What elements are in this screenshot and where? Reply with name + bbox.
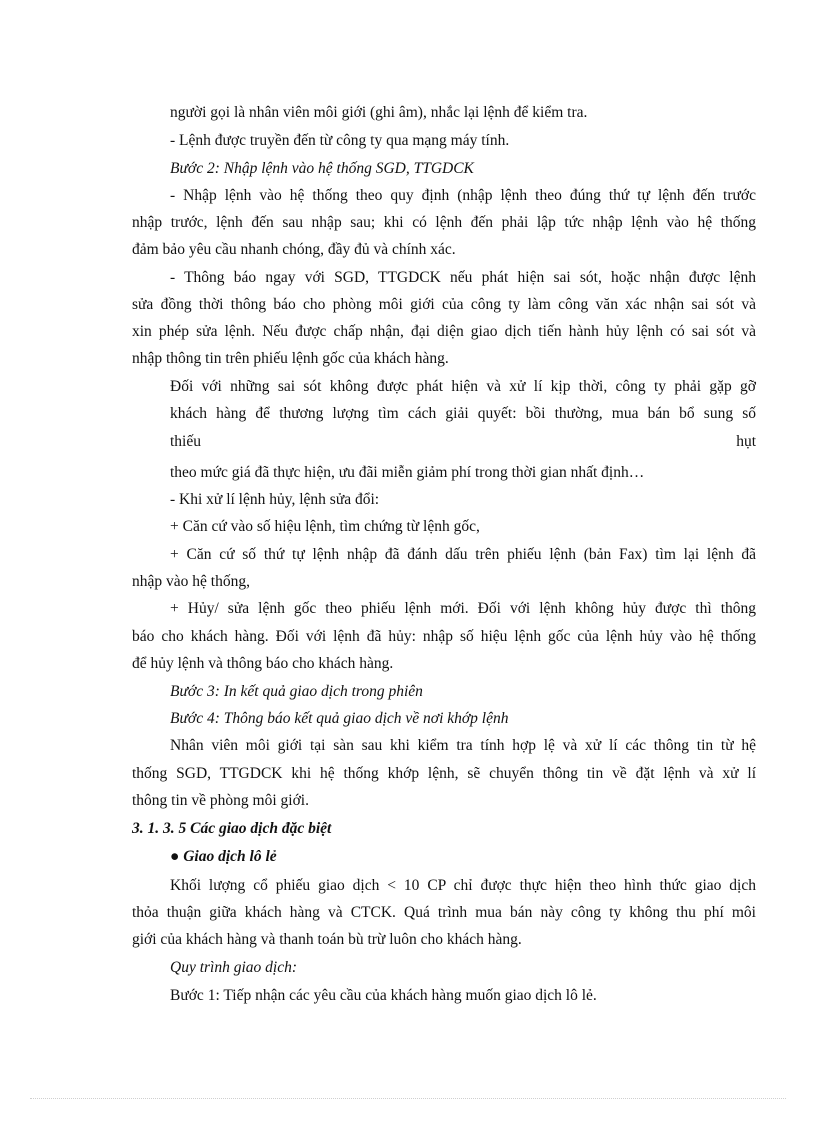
text-line: Bước 1: Tiếp nhận các yêu cầu của khách hàng muốn giao dịch lô lẻ. — [170, 987, 597, 1004]
text-line: báo cho khách hàng. Đối với lệnh đã hủy: nhập số hiệu lệnh gốc của lệnh hủy vào hệ thống — [132, 628, 756, 645]
step-heading: Bước 2: Nhập lệnh vào hệ thống SGD, TTGDCK — [170, 160, 474, 177]
text-line: + Căn cứ vào số hiệu lệnh, tìm chứng từ lệnh gốc, — [170, 518, 480, 535]
text-word: hụt — [736, 433, 756, 450]
text-line: Khối lượng cổ phiếu giao dịch < 10 CP chỉ được thực hiện theo hình thức giao dịch — [170, 877, 756, 894]
text-word: thiếu — [170, 433, 201, 450]
split-line — [170, 432, 756, 452]
text-line: nhập trước, lệnh đến sau nhập sau; khi có lệnh đến phải lập tức nhập lệnh vào hệ thống — [132, 214, 756, 231]
text-line: + Căn cứ số thứ tự lệnh nhập đã đánh dấu trên phiếu lệnh (bản Fax) tìm lại lệnh đã — [170, 546, 756, 563]
text-line: theo mức giá đã thực hiện, ưu đãi miễn giảm phí trong thời gian nhất định… — [170, 464, 645, 481]
step-heading: Bước 3: In kết quả giao dịch trong phiên — [170, 683, 423, 700]
text-line: Nhân viên môi giới tại sàn sau khi kiểm tra tính hợp lệ và xử lí các thông tin từ hệ — [170, 737, 756, 754]
text-line: - Nhập lệnh vào hệ thống theo quy định (nhập lệnh theo đúng thứ tự lệnh đến trước — [170, 187, 756, 204]
section-heading: 3. 1. 3. 5 Các giao dịch đặc biệt — [132, 820, 332, 837]
text-line: - Khi xử lí lệnh hủy, lệnh sửa đổi: — [170, 491, 380, 508]
text-line: thỏa thuận giữa khách hàng và CTCK. Quá trình mua bán này công ty không thu phí môi — [132, 904, 756, 921]
text-line: thông tin về phòng môi giới. — [132, 792, 309, 809]
text-line: đảm bảo yêu cầu nhanh chóng, đầy đủ và chính xác. — [132, 241, 456, 258]
text-line: Đối với những sai sót không được phát hiện và xử lí kịp thời, công ty phải gặp gỡ — [170, 378, 756, 395]
page-bottom-divider — [30, 1098, 786, 1099]
text-line: nhập thông tin trên phiếu lệnh gốc của khách hàng. — [132, 350, 449, 367]
text-line: - Thông báo ngay với SGD, TTGDCK nếu phát hiện sai sót, hoặc nhận được lệnh — [170, 269, 756, 286]
subsection-heading: ● Giao dịch lô lẻ — [170, 848, 277, 865]
text-line: - Lệnh được truyền đến từ công ty qua mạng máy tính. — [170, 132, 510, 149]
step-heading: Quy trình giao dịch: — [170, 959, 297, 976]
text-line: khách hàng để thương lượng tìm cách giải quyết: bồi thường, mua bán bổ sung số — [170, 405, 756, 422]
text-line: sửa đồng thời thông báo cho phòng môi giới của công ty làm công văn xác nhận sai sót và — [132, 296, 756, 313]
text-line: thống SGD, TTGDCK khi hệ thống khớp lệnh, sẽ chuyển thông tin về đặt lệnh và xử lí — [132, 765, 756, 782]
step-heading: Bước 4: Thông báo kết quả giao dịch về nơi khớp lệnh — [170, 710, 509, 727]
text-line: nhập vào hệ thống, — [132, 573, 250, 590]
text-line: để hủy lệnh và thông báo cho khách hàng. — [132, 655, 394, 672]
text-line: xin phép sửa lệnh. Nếu được chấp nhận, đại diện giao dịch tiến hành hủy lệnh có sai sót và — [132, 323, 756, 340]
text-line: giới của khách hàng và thanh toán bù trừ luôn cho khách hàng. — [132, 931, 522, 948]
text-line: người gọi là nhân viên môi giới (ghi âm), nhắc lại lệnh để kiểm tra. — [170, 104, 588, 121]
text-line: + Hủy/ sửa lệnh gốc theo phiếu lệnh mới. Đối với lệnh không hủy được thì thông — [170, 600, 756, 617]
